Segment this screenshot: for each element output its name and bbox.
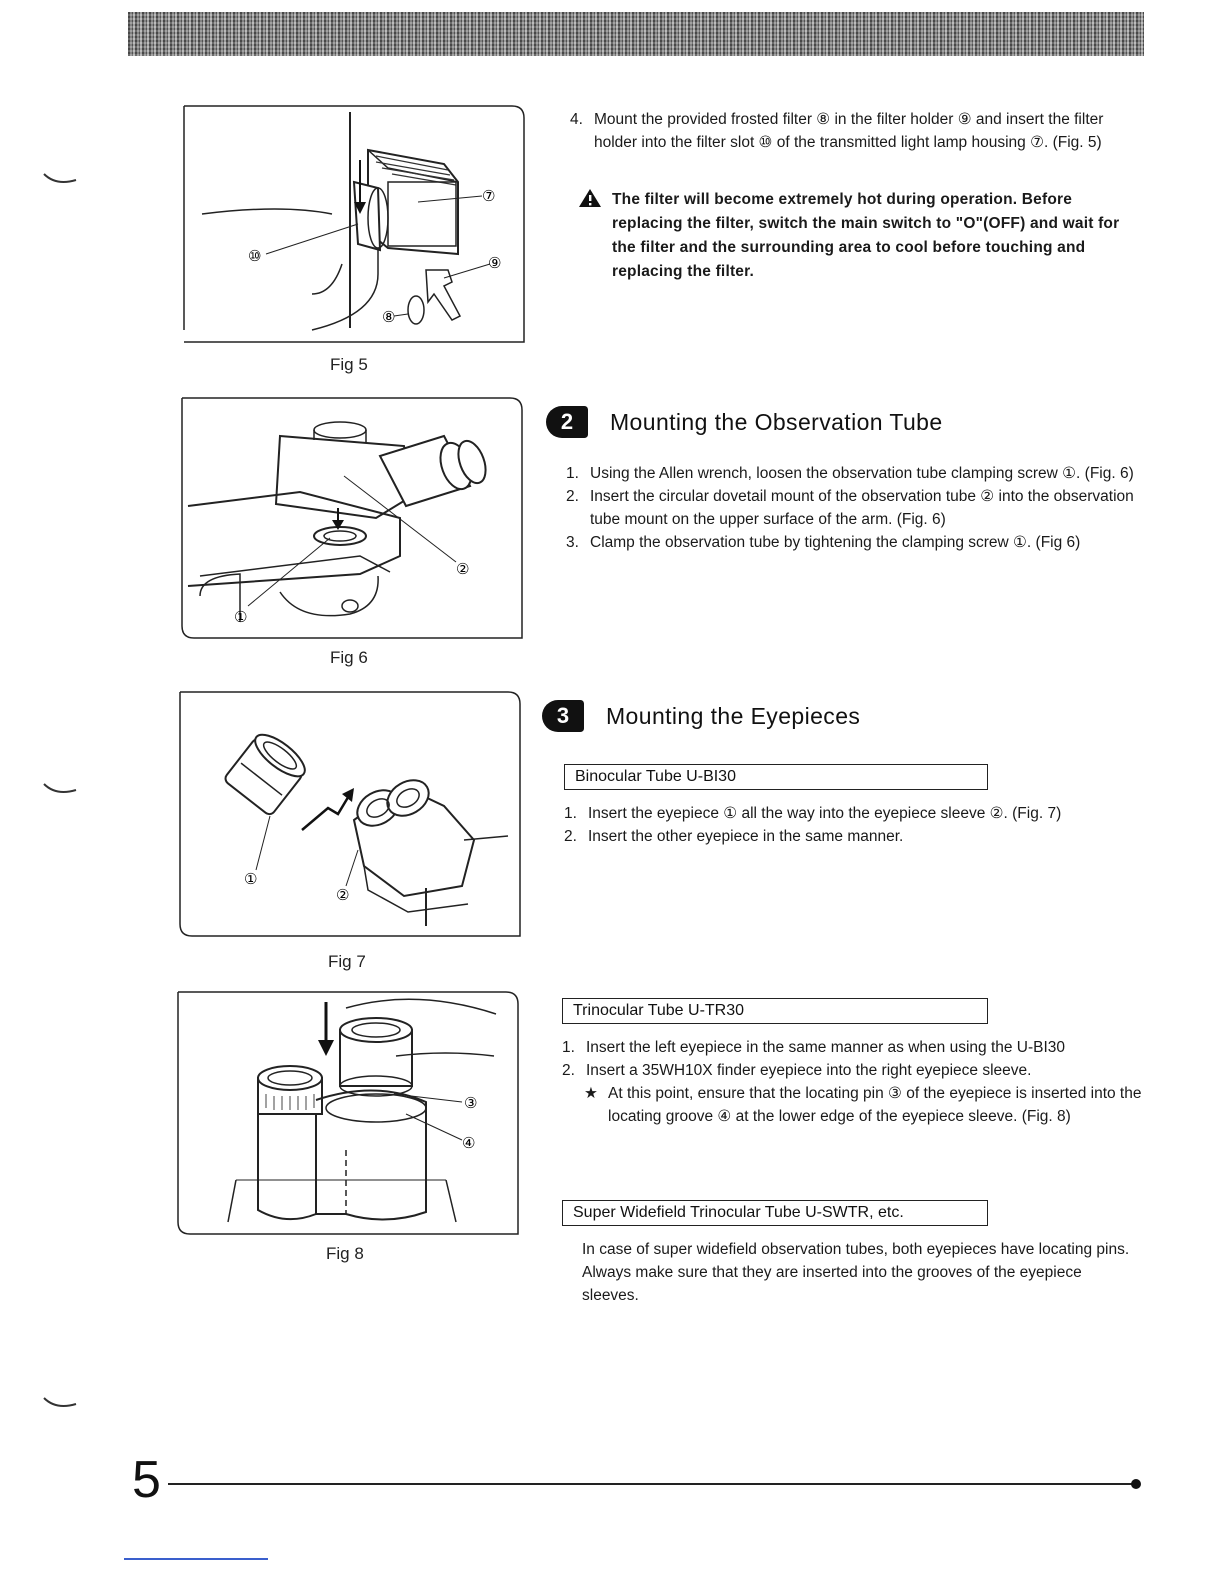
step-item <box>564 802 1144 825</box>
step-number: 4. <box>570 111 583 128</box>
super-widefield-text: In case of super widefield observation tubes, both eyepieces have locating pins. Always make sure that they are inserted into the grooves of the eyepiece sleeves. <box>582 1241 1130 1304</box>
callout-10: ⑩ <box>248 247 262 265</box>
bottom-link-underline <box>124 1558 268 1560</box>
warning-triangle-icon <box>578 188 602 208</box>
note-text: At this point, ensure that the locating pin ③ of the eyepiece is inserted into the locating groove ④ at the lower edge of the eyepiece sleeve. (Fig. 8) <box>608 1085 1142 1125</box>
section-title: Mounting the Eyepieces <box>606 702 861 729</box>
step-item <box>566 485 1146 531</box>
section-badge: 3 <box>542 700 584 732</box>
step-number: 1. <box>564 805 577 822</box>
binding-mark <box>40 172 80 188</box>
step-number: 2. <box>566 488 579 505</box>
warning-text: The filter will become extremely hot during operation. Before replacing the filter, switch the main switch to "O"(OFF) and wait for the filter and the surrounding area to cool before touching and replacing the filter. <box>612 191 1120 280</box>
figure-8 <box>176 990 522 1238</box>
star-icon: ★ <box>584 1085 598 1102</box>
figure-5 <box>182 104 526 348</box>
super-widefield-subheading: Super Widefield Trinocular Tube U-SWTR, etc. <box>562 1200 988 1226</box>
section-3-heading <box>542 700 860 732</box>
callout-9: ⑨ <box>488 254 502 272</box>
binocular-subheading: Binocular Tube U-BI30 <box>564 764 988 790</box>
warning-block <box>578 188 1144 284</box>
fig5-illustration <box>182 104 526 348</box>
fig7-caption: Fig 7 <box>328 952 366 971</box>
figure-6 <box>180 396 524 642</box>
step-number: 3. <box>566 534 579 551</box>
step-item <box>564 825 1144 848</box>
step-item <box>562 1059 1146 1082</box>
callout-2: ② <box>456 560 470 578</box>
trinocular-steps <box>562 1036 1146 1128</box>
section-title: Mounting the Observation Tube <box>610 408 943 435</box>
step-text: Clamp the observation tube by tightening the clamping screw ①. (Fig 6) <box>590 534 1081 551</box>
section-2-steps <box>566 462 1146 554</box>
footer-dot <box>1131 1479 1141 1489</box>
binding-mark <box>40 1396 80 1412</box>
callout-1: ① <box>234 608 248 626</box>
section-badge: 2 <box>546 406 588 438</box>
step-item <box>566 462 1146 485</box>
header-texture-bar <box>128 12 1144 56</box>
fig8-illustration <box>176 990 522 1238</box>
step-number: 2. <box>562 1062 575 1079</box>
filter-step-block <box>570 108 1146 154</box>
step-item <box>562 1036 1146 1059</box>
step-text: Insert the left eyepiece in the same manner as when using the U-BI30 <box>586 1039 1066 1056</box>
step-text: Insert the other eyepiece in the same manner. <box>588 828 904 845</box>
binding-mark <box>40 782 80 798</box>
fig8-caption: Fig 8 <box>326 1244 364 1263</box>
fig6-caption: Fig 6 <box>330 648 368 667</box>
callout-7: ⑦ <box>482 187 496 205</box>
step-item <box>566 531 1146 554</box>
step-text: Insert a 35WH10X finder eyepiece into the right eyepiece sleeve. <box>586 1062 1032 1079</box>
locating-pin-note <box>562 1082 1146 1128</box>
super-widefield-text-block <box>582 1238 1138 1307</box>
callout-8: ⑧ <box>382 308 396 326</box>
step-text: Insert the circular dovetail mount of the observation tube ② into the observation tube mount on the upper surface of the arm. (Fig. 6) <box>590 488 1134 528</box>
warning-note <box>578 188 1144 284</box>
step-item <box>570 108 1146 154</box>
section-2-heading <box>546 406 943 438</box>
step-number: 1. <box>566 465 579 482</box>
callout-1: ① <box>244 870 258 888</box>
fig7-illustration <box>178 690 524 940</box>
step-number: 1. <box>562 1039 575 1056</box>
callout-2: ② <box>336 886 350 904</box>
fig5-caption: Fig 5 <box>330 355 368 374</box>
footer-rule <box>168 1483 1134 1485</box>
page-number: 5 <box>132 1451 161 1509</box>
step-text: Insert the eyepiece ① all the way into the eyepiece sleeve ②. (Fig. 7) <box>588 805 1062 822</box>
trinocular-subheading: Trinocular Tube U-TR30 <box>562 998 988 1024</box>
step-text: Mount the provided frosted filter ⑧ in the filter holder ⑨ and insert the filter holder into the filter slot ⑩ of the transmitted light lamp housing ⑦. (Fig. 5) <box>594 111 1104 151</box>
binocular-steps <box>564 802 1144 848</box>
callout-3: ③ <box>464 1094 478 1112</box>
step-text: Using the Allen wrench, loosen the observation tube clamping screw ①. (Fig. 6) <box>590 465 1134 482</box>
step-number: 2. <box>564 828 577 845</box>
figure-7 <box>178 690 524 940</box>
callout-4: ④ <box>462 1134 476 1152</box>
fig6-illustration <box>180 396 524 642</box>
